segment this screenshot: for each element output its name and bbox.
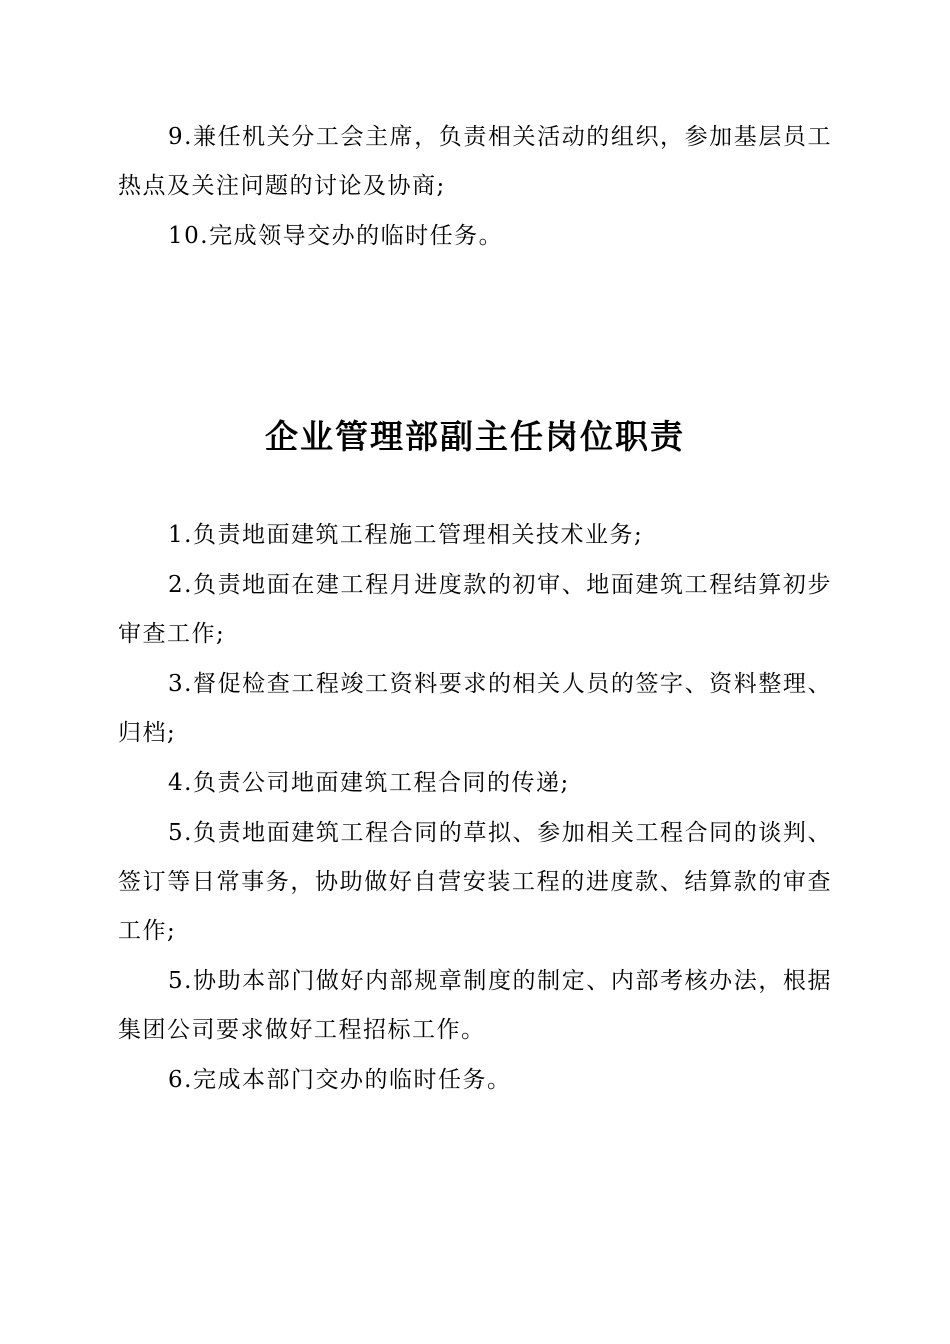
prev-item-9: 9.兼任机关分工会主席，负责相关活动的组织，参加基层员工热点及关注问题的讨论及协商; (118, 124, 832, 199)
section-title: 企业管理部副主任岗位职责 (265, 417, 685, 456)
duty-item-4: 4.负责公司地面建筑工程合同的传递; (168, 770, 570, 796)
duty-item-2: 2.负责地面在建工程月进度款的初审、地面建筑工程结算初步审查工作; (118, 572, 832, 647)
duty-item-3: 3.督促检查工程竣工资料要求的相关人员的签字、资料整理、归档; (118, 671, 832, 746)
duty-item-5: 5.负责地面建筑工程合同的草拟、参加相关工程合同的谈判、签订等日常事务，协助做好自营安装工程的进度款、结算款的审查工作; (118, 820, 832, 944)
duty-item-6: 6.完成本部门交办的临时任务。 (168, 1067, 512, 1093)
duty-item-1: 1.负责地面建筑工程施工管理相关技术业务; (168, 522, 644, 548)
duty-item-5b: 5.协助本部门做好内部规章制度的制定、内部考核办法，根据集团公司要求做好工程招标工作。 (118, 968, 832, 1043)
prev-item-10: 10.完成领导交办的临时任务。 (168, 223, 504, 249)
